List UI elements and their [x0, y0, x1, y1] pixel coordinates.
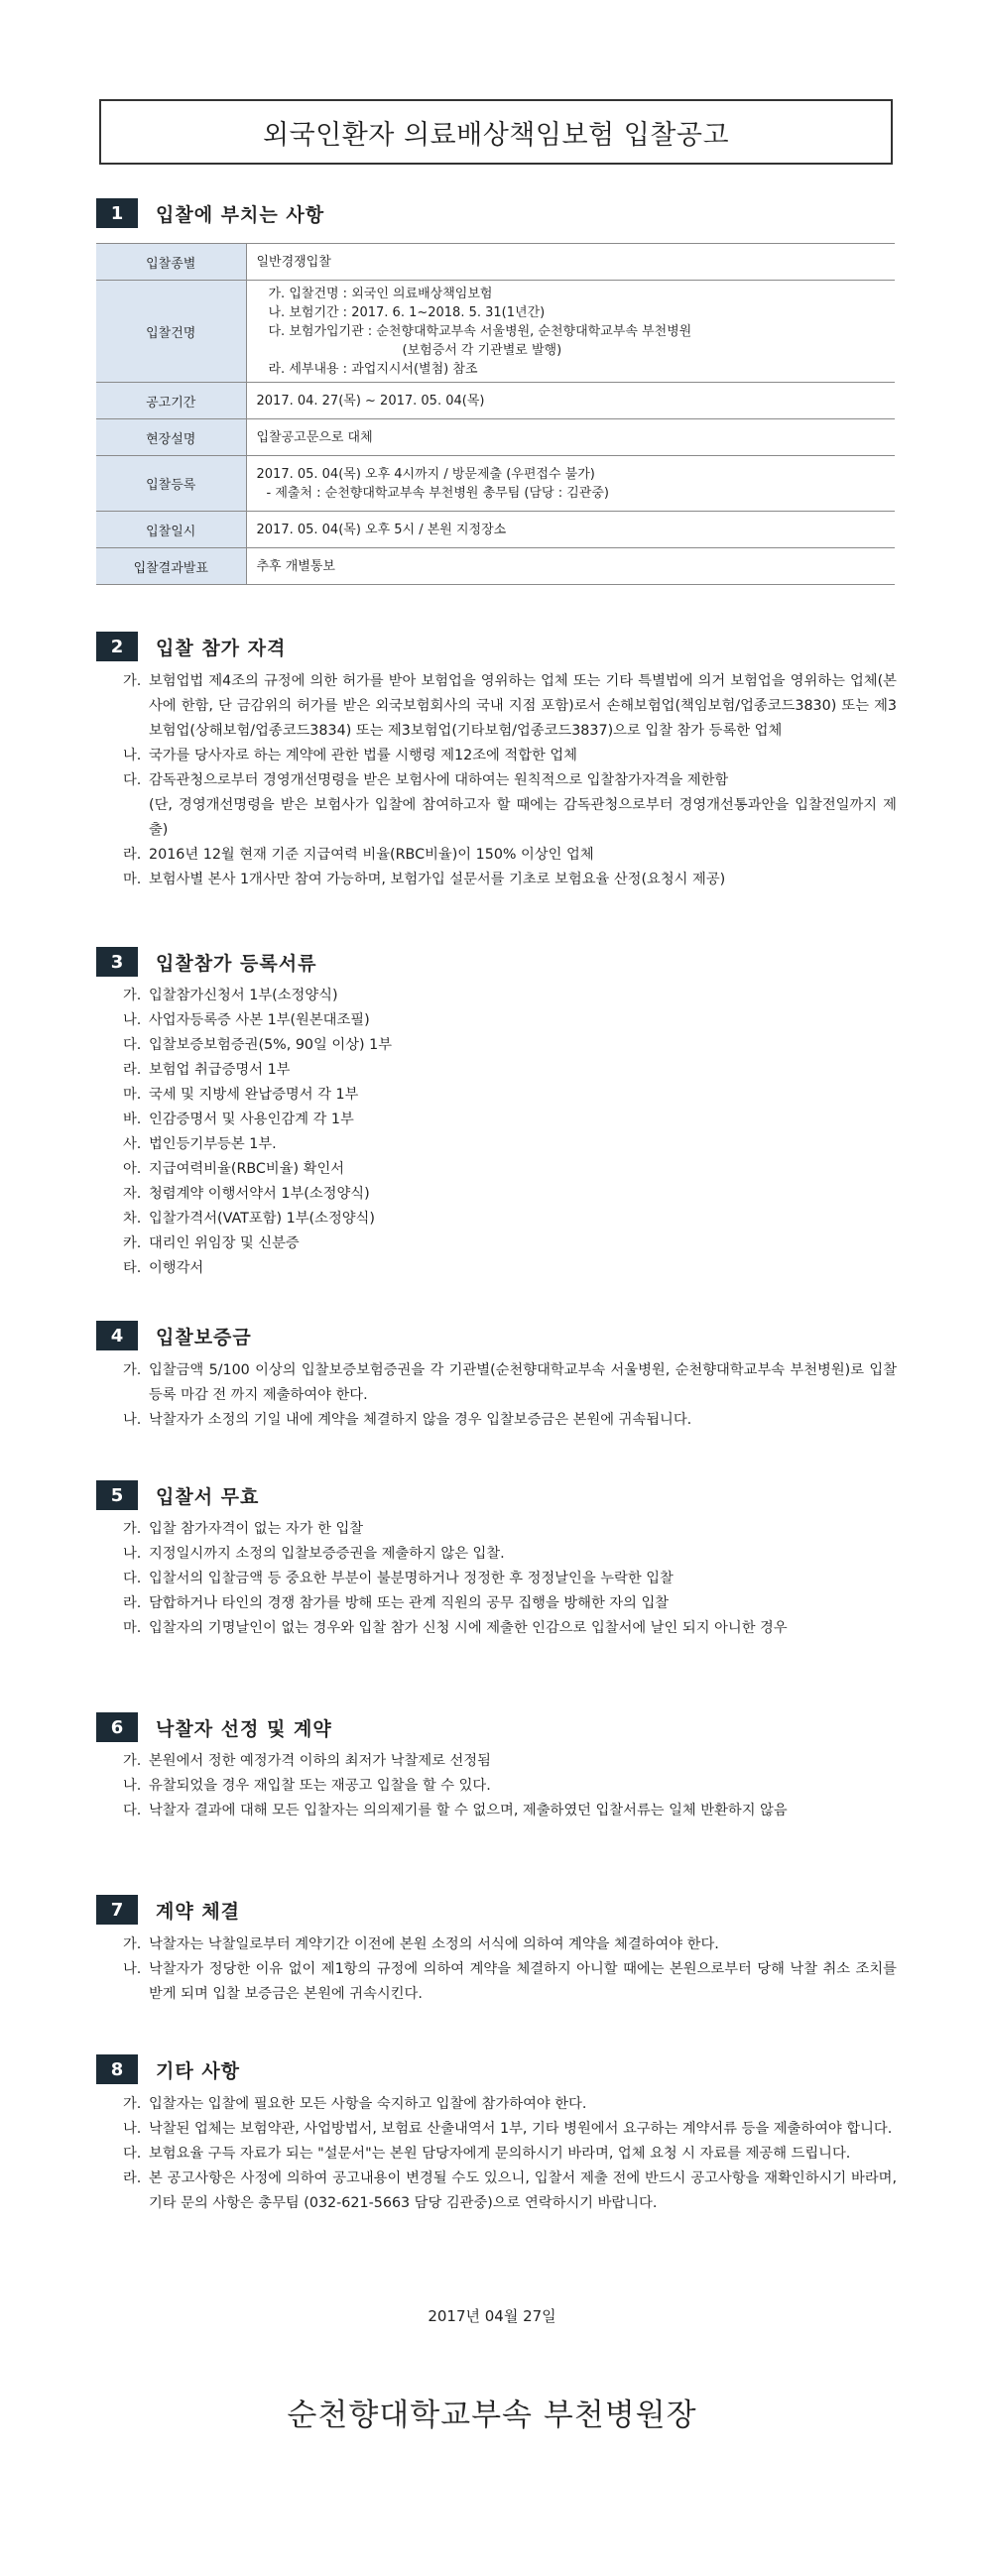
list-item — [123, 1774, 897, 1799]
section-title: 기타 사항 — [156, 2059, 241, 2082]
item-text: 본 공고사항은 사정에 의하여 공고내용이 변경될 수도 있으니, 입찰서 제출 전에 반드시 공고사항을 재확인하시기 바라며, 기타 문의 사항은 총무팀 (032-621-5663 담당 김관중)으로 연락하시기 바랍니다. — [149, 2170, 897, 2211]
list-item — [123, 1182, 897, 1207]
list-item — [123, 1358, 897, 1408]
item-text: 국가를 당사자로 하는 계약에 관한 법률 시행령 제12조에 적합한 업체 — [149, 748, 577, 763]
section-title: 낙찰자 선정 및 계약 — [156, 1717, 332, 1740]
row-label: 입찰종별 — [96, 244, 246, 281]
item-mark: 다. — [123, 1571, 142, 1586]
document-title: 외국인환자 의료배상책임보험 입찰공고 — [99, 99, 893, 165]
list-item — [123, 1591, 897, 1616]
item-text: 입찰금액 5/100 이상의 입찰보증보험증권을 각 기관별(순천향대학교부속 서울병원, 순천향대학교부속 부천병원)로 입찰 등록 마감 전 까지 제출하여야 한다. — [149, 1362, 897, 1403]
item-mark: 가. — [123, 988, 142, 1003]
section-7-header — [96, 1895, 240, 1925]
item-mark: 가. — [123, 1936, 142, 1952]
row-value: 추후 개별통보 — [246, 548, 895, 585]
item-mark: 타. — [123, 1260, 142, 1276]
item-mark: 나. — [123, 1012, 142, 1028]
list-item — [123, 2142, 897, 2166]
list-item — [123, 1542, 897, 1567]
list-item — [123, 1058, 897, 1083]
section-number: 3 — [96, 947, 138, 977]
value-line: 2017. 05. 04(목) 오후 4시까지 / 방문제출 (우편접수 불가) — [256, 466, 595, 482]
item-mark: 라. — [123, 1062, 142, 1078]
item-mark: 마. — [123, 872, 142, 887]
list-item — [123, 2092, 897, 2117]
item-mark: 다. — [123, 2146, 142, 2162]
section-number: 6 — [96, 1712, 138, 1742]
item-mark: 가. — [123, 673, 142, 689]
item-text: 2016년 12월 현재 기준 지급여력 비율(RBC비율)이 150% 이상인 업체 — [149, 847, 594, 863]
item-mark: 라. — [123, 2170, 142, 2186]
list-item — [123, 1033, 897, 1058]
list-item — [123, 2166, 897, 2216]
list-item — [123, 1567, 897, 1591]
section-title: 입찰서 무효 — [156, 1485, 260, 1508]
item-text: 낙찰자가 소정의 기일 내에 계약을 체결하지 않을 경우 입찰보증금은 본원에 귀속됩니다. — [149, 1412, 692, 1428]
section-8-list — [123, 2092, 897, 2216]
table-row — [96, 548, 895, 585]
item-text: 사업자등록증 사본 1부(원본대조필) — [149, 1012, 370, 1028]
value-line: (보험증서 각 기관별로 발행) — [402, 342, 562, 358]
row-label: 현장설명 — [96, 419, 246, 456]
item-text: 지정일시까지 소정의 입찰보증증권을 제출하지 않은 입찰. — [149, 1546, 505, 1562]
item-mark: 자. — [123, 1186, 142, 1202]
item-mark: 라. — [123, 847, 142, 863]
signer-name: 순천향대학교부속 부천병원장 — [287, 2398, 697, 2433]
item-mark: 나. — [123, 1546, 142, 1562]
list-item — [123, 1799, 897, 1823]
item-mark: 아. — [123, 1161, 142, 1177]
row-value — [246, 281, 895, 383]
section-6-header — [96, 1712, 332, 1742]
section-8-header — [96, 2054, 240, 2084]
item-mark: 바. — [123, 1112, 142, 1127]
list-item — [123, 1517, 897, 1542]
item-text: 법인등기부등본 1부. — [149, 1136, 277, 1152]
section-3-header — [96, 947, 316, 977]
item-text: 낙찰된 업체는 보험약관, 사업방법서, 보험료 산출내역서 1부, 기타 병원에서 요구하는 계약서류 등을 제출하여야 합니다. — [149, 2121, 893, 2137]
row-label: 입찰일시 — [96, 512, 246, 548]
item-text: 입찰자의 기명날인이 없는 경우와 입찰 참가 신청 시에 제출한 인감으로 입찰서에 날인 되지 아니한 경우 — [149, 1620, 788, 1636]
list-item — [123, 669, 897, 744]
section-2-list — [123, 669, 897, 892]
list-item — [123, 868, 897, 892]
row-value: 2017. 05. 04(목) 오후 5시 / 본원 지정장소 — [246, 512, 895, 548]
item-mark: 나. — [123, 1412, 142, 1428]
item-text: 보험사별 본사 1개사만 참여 가능하며, 보험가입 설문서를 기초로 보험요율 산정(요청시 제공) — [149, 872, 726, 887]
item-mark: 다. — [123, 1037, 142, 1053]
value-line: 가. 입찰건명 : 외국인 의료배상책임보험 — [268, 286, 493, 301]
value-line: 다. 보험가입기관 : 순천향대학교부속 서울병원, 순천향대학교부속 부천병원 — [268, 323, 692, 339]
section-title: 입찰 참가 자격 — [156, 637, 287, 659]
list-item — [123, 2117, 897, 2142]
bid-info-table — [96, 243, 895, 585]
item-text: 이행각서 — [149, 1260, 204, 1276]
list-item — [123, 1616, 897, 1641]
item-mark: 카. — [123, 1235, 142, 1251]
announcement-date: 2017년 04월 27일 — [428, 2307, 556, 2325]
section-number: 5 — [96, 1480, 138, 1510]
item-text: 본원에서 정한 예정가격 이하의 최저가 낙찰제로 선정됨 — [149, 1753, 491, 1769]
item-mark — [123, 793, 149, 843]
item-text: 유찰되었을 경우 재입찰 또는 재공고 입찰을 할 수 있다. — [149, 1778, 491, 1794]
item-text: (단, 경영개선명령을 받은 보험사가 입찰에 참여하고자 할 때에는 감독관청으로부터 경영개선통과안을 입찰전일까지 제출) — [149, 797, 897, 838]
value-line: 나. 보험기간 : 2017. 6. 1~2018. 5. 31(1년간) — [268, 304, 546, 320]
value-line: 라. 세부내용 : 과업지시서(별첨) 참조 — [268, 361, 478, 377]
section-number: 8 — [96, 2054, 138, 2084]
list-item — [123, 1157, 897, 1182]
item-mark: 다. — [123, 1803, 142, 1818]
item-mark: 나. — [123, 2121, 142, 2137]
list-item — [123, 1132, 897, 1157]
item-mark: 나. — [123, 748, 142, 763]
table-row — [96, 512, 895, 548]
section-2-header — [96, 632, 286, 661]
item-text: 입찰자는 입찰에 필요한 모든 사항을 숙지하고 입찰에 참가하여야 한다. — [149, 2096, 587, 2112]
list-item — [123, 793, 897, 843]
section-5-list — [123, 1517, 897, 1641]
section-7-list — [123, 1932, 897, 2007]
row-value: 일반경쟁입찰 — [246, 244, 895, 281]
table-row — [96, 456, 895, 512]
item-text: 입찰서의 입찰금액 등 중요한 부분이 불분명하거나 정정한 후 정정날인을 누락한 입찰 — [149, 1571, 674, 1586]
row-value — [246, 456, 895, 512]
table-row — [96, 383, 895, 419]
table-row — [96, 281, 895, 383]
item-mark: 나. — [123, 1961, 142, 1977]
section-number: 2 — [96, 632, 138, 661]
list-item — [123, 1256, 897, 1281]
section-4-header — [96, 1321, 252, 1350]
item-text: 입찰보증보험증권(5%, 90일 이상) 1부 — [149, 1037, 393, 1053]
section-4-list — [123, 1358, 897, 1433]
row-label: 입찰등록 — [96, 456, 246, 512]
section-1-header — [96, 198, 324, 228]
item-text: 보험업 취급증명서 1부 — [149, 1062, 291, 1078]
item-text: 담합하거나 타인의 경쟁 참가를 방해 또는 관계 직원의 공무 집행을 방해한 자의 입찰 — [149, 1595, 670, 1611]
list-item — [123, 1108, 897, 1132]
item-mark: 사. — [123, 1136, 142, 1152]
item-text: 낙찰자가 정당한 이유 없이 제1항의 규정에 의하여 계약을 체결하지 아니할 때에는 본원으로부터 당해 낙찰 취소 조치를 받게 되며 입찰 보증금은 본원에 귀속시킨다. — [149, 1961, 897, 2002]
item-mark: 나. — [123, 1778, 142, 1794]
item-text: 입찰 참가자격이 없는 자가 한 입찰 — [149, 1521, 364, 1537]
row-label: 입찰결과발표 — [96, 548, 246, 585]
item-mark: 마. — [123, 1620, 142, 1636]
list-item — [123, 984, 897, 1008]
item-text: 국세 및 지방세 완납증명서 각 1부 — [149, 1087, 359, 1103]
table-row — [96, 419, 895, 456]
section-title: 입찰에 부치는 사항 — [156, 203, 325, 226]
list-item — [123, 1008, 897, 1033]
list-item — [123, 1083, 897, 1108]
item-text: 대리인 위임장 및 신분증 — [149, 1235, 300, 1251]
item-mark: 가. — [123, 2096, 142, 2112]
list-item — [123, 1207, 897, 1231]
item-text: 입찰참가신청서 1부(소정양식) — [149, 988, 338, 1003]
item-mark: 가. — [123, 1753, 142, 1769]
item-text: 낙찰자는 낙찰일로부터 계약기간 이전에 본원 소정의 서식에 의하여 계약을 체결하여야 한다. — [149, 1936, 719, 1952]
row-label: 입찰건명 — [96, 281, 246, 383]
section-5-header — [96, 1480, 259, 1510]
list-item — [123, 1408, 897, 1433]
item-mark: 마. — [123, 1087, 142, 1103]
list-item — [123, 1231, 897, 1256]
section-6-list — [123, 1749, 897, 1823]
item-mark: 가. — [123, 1521, 142, 1537]
item-text: 지급여력비율(RBC비율) 확인서 — [149, 1161, 345, 1177]
section-number: 7 — [96, 1895, 138, 1925]
item-text: 청렴계약 이행서약서 1부(소정양식) — [149, 1186, 370, 1202]
item-text: 인감증명서 및 사용인감계 각 1부 — [149, 1112, 354, 1127]
list-item — [123, 843, 897, 868]
item-text: 보험업법 제4조의 규정에 의한 허가를 받아 보험업을 영위하는 업체 또는 기타 특별법에 의거 보험업을 영위하는 업체(본사에 한함, 단 금감위의 허가를 받은 외국보험회사의 국내 지점 포함)로서 손해보험업(책임보험/업종코드3830) 또는 제3보험업(상해보험/업종코드3834) 또는 제3보험업(기타보험/업종코드3837)으로 입찰 참가 등록한 업체 — [149, 673, 897, 739]
item-text: 입찰가격서(VAT포함) 1부(소정양식) — [149, 1211, 375, 1227]
section-title: 계약 체결 — [156, 1900, 241, 1923]
section-title: 입찰참가 등록서류 — [156, 952, 317, 975]
section-number: 1 — [96, 198, 138, 228]
row-value: 입찰공고문으로 대체 — [246, 419, 895, 456]
table-row — [96, 244, 895, 281]
list-item — [123, 1932, 897, 1957]
section-title: 입찰보증금 — [156, 1326, 252, 1348]
section-3-list — [123, 984, 897, 1281]
list-item — [123, 1749, 897, 1774]
value-line: - 제출처 : 순천향대학교부속 부천병원 총무팀 (담당 : 김관중) — [266, 485, 609, 501]
list-item — [123, 744, 897, 768]
item-text: 보험요율 구득 자료가 되는 "설문서"는 본원 담당자에게 문의하시기 바라며, 업체 요청 시 자료를 제공해 드립니다. — [149, 2146, 851, 2162]
item-mark: 차. — [123, 1211, 142, 1227]
item-mark: 다. — [123, 772, 142, 788]
row-value: 2017. 04. 27(목) ~ 2017. 05. 04(목) — [246, 383, 895, 419]
item-text: 낙찰자 결과에 대해 모든 입찰자는 의의제기를 할 수 없으며, 제출하였던 입찰서류는 일체 반환하지 않음 — [149, 1803, 788, 1818]
item-mark: 라. — [123, 1595, 142, 1611]
row-label: 공고기간 — [96, 383, 246, 419]
item-text: 감독관청으로부터 경영개선명령을 받은 보험사에 대하여는 원칙적으로 입찰참가자격을 제한함 — [149, 772, 729, 788]
list-item — [123, 768, 897, 793]
list-item — [123, 1957, 897, 2007]
section-number: 4 — [96, 1321, 138, 1350]
item-mark: 가. — [123, 1362, 142, 1378]
